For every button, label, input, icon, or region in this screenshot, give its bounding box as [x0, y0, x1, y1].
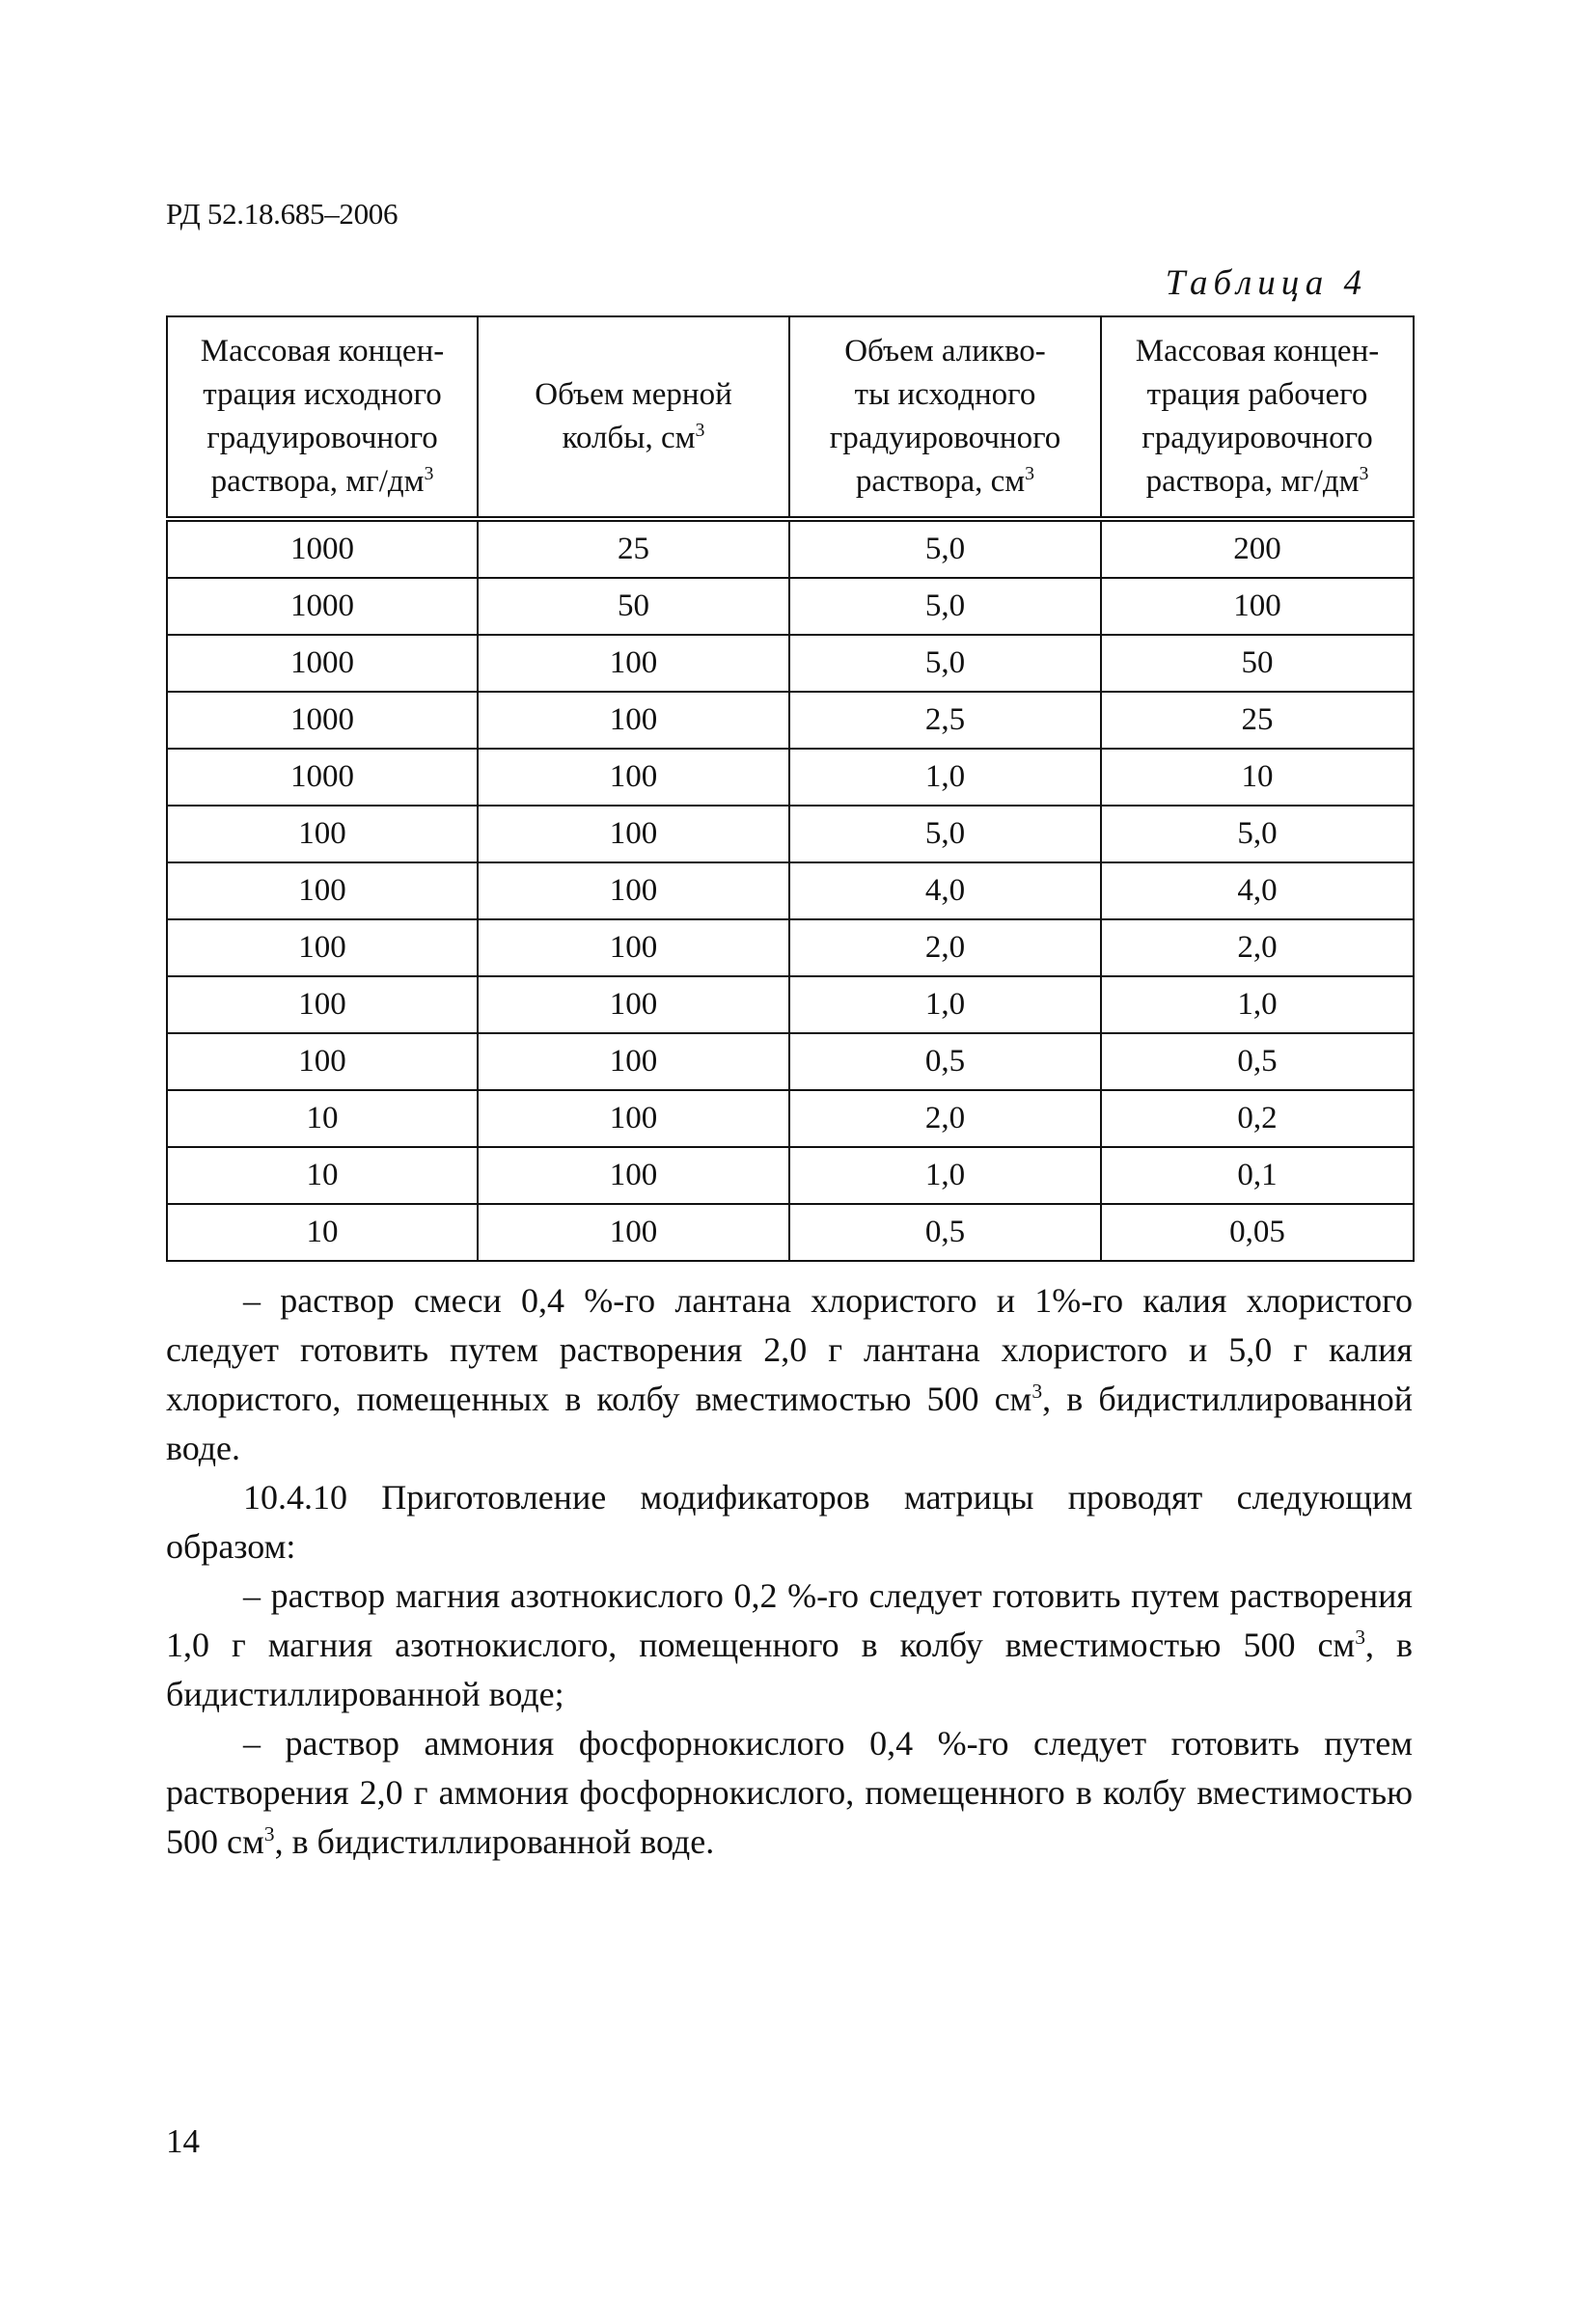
table-cell: 0,1	[1101, 1147, 1414, 1204]
document-code: РД 52.18.685–2006	[166, 197, 399, 231]
table-caption: Таблица 4	[1165, 263, 1367, 303]
table-row	[167, 806, 1414, 862]
table-cell: 0,2	[1101, 1090, 1414, 1147]
table-cell: 200	[1101, 519, 1414, 578]
column-header-line: раствора, мг/дм	[1145, 464, 1360, 499]
table-cell: 1,0	[789, 749, 1101, 806]
table-cell: 10	[1101, 749, 1414, 806]
table-cell: 25	[1101, 692, 1414, 749]
body-text	[166, 1276, 1413, 1867]
column-header-line: ты исходного	[854, 377, 1036, 412]
table-row	[167, 635, 1414, 692]
table-body	[167, 519, 1414, 1261]
table-row	[167, 1147, 1414, 1204]
table-cell: 2,0	[789, 919, 1101, 976]
paragraph-lanthanum-solution	[166, 1276, 1413, 1473]
table-header-row	[167, 316, 1414, 519]
column-header-1	[167, 316, 478, 519]
column-header-line: Объем мерной	[535, 377, 732, 412]
table-cell: 100	[478, 919, 789, 976]
table-cell: 0,5	[789, 1033, 1101, 1090]
column-header-4	[1101, 316, 1414, 519]
table-cell: 50	[1101, 635, 1414, 692]
paragraph-modifiers-heading: 10.4.10 Приготовление модификаторов матрицы проводят следующим образом:	[166, 1478, 1413, 1566]
table-cell: 5,0	[789, 578, 1101, 635]
table-cell: 10	[167, 1147, 478, 1204]
table-cell: 100	[478, 692, 789, 749]
table-cell: 100	[478, 1147, 789, 1204]
table-cell: 1000	[167, 692, 478, 749]
table-cell: 100	[478, 806, 789, 862]
table-cell: 100	[478, 976, 789, 1033]
column-header-line: Массовая концен-	[200, 334, 445, 369]
table-cell: 100	[167, 862, 478, 919]
paragraph-magnesium-solution	[166, 1572, 1413, 1719]
table-cell: 25	[478, 519, 789, 578]
table-cell: 10	[167, 1090, 478, 1147]
table-row	[167, 976, 1414, 1033]
table-cell: 1,0	[789, 976, 1101, 1033]
table-row	[167, 692, 1414, 749]
table-cell: 1000	[167, 519, 478, 578]
paragraph-text: – раствор смеси 0,4 %-го лантана хлористого и 1%-го калия хлористого следует готовить путем растворения 2,0 г лантана хлористого и 5,0 г калия хлористого, помещенных в колбу вместимостью 500 см	[166, 1281, 1413, 1418]
table-row	[167, 862, 1414, 919]
table-cell: 0,5	[1101, 1033, 1414, 1090]
paragraph-text: – раствор магния азотнокислого 0,2 %-го следует готовить путем растворения 1,0 г магния азотнокислого, помещенного в колбу вместимостью 500 см	[166, 1576, 1413, 1664]
table-row	[167, 1204, 1414, 1261]
table-cell: 5,0	[1101, 806, 1414, 862]
table-cell: 2,5	[789, 692, 1101, 749]
column-header-2	[478, 316, 789, 519]
paragraph-text: , в бидистиллированной воде;	[166, 1626, 1413, 1713]
unit-superscript: 3	[424, 463, 434, 484]
page-number: 14	[166, 2122, 200, 2160]
table-cell: 1000	[167, 635, 478, 692]
column-header-3	[789, 316, 1101, 519]
column-header-line: градуировочного	[829, 421, 1061, 455]
table-header	[167, 316, 1414, 519]
column-header-line: колбы, см	[562, 421, 696, 455]
table-cell: 100	[478, 862, 789, 919]
table-cell: 5,0	[789, 635, 1101, 692]
table-cell: 100	[1101, 578, 1414, 635]
unit-superscript: 3	[695, 420, 705, 441]
table-row	[167, 519, 1414, 578]
table-cell: 4,0	[789, 862, 1101, 919]
column-header-line: градуировочного	[206, 421, 438, 455]
column-header-line: Массовая концен-	[1135, 334, 1380, 369]
table-cell: 100	[167, 919, 478, 976]
superscript: 3	[263, 1822, 275, 1846]
column-header-line: раствора, см	[855, 464, 1026, 499]
column-header-line: раствора, мг/дм	[210, 464, 425, 499]
table-row	[167, 749, 1414, 806]
table-cell: 100	[167, 1033, 478, 1090]
table-row	[167, 1090, 1414, 1147]
table-row	[167, 578, 1414, 635]
table-row	[167, 919, 1414, 976]
table-cell: 50	[478, 578, 789, 635]
table-container	[166, 315, 1413, 1262]
paragraph-ammonium-solution	[166, 1719, 1413, 1867]
table-cell: 100	[478, 1090, 789, 1147]
table-cell: 100	[167, 806, 478, 862]
calibration-table	[166, 315, 1415, 1262]
unit-superscript: 3	[1359, 463, 1369, 484]
column-header-line: трация рабочего	[1146, 377, 1368, 412]
table-cell: 1000	[167, 749, 478, 806]
table-cell: 1,0	[789, 1147, 1101, 1204]
table-cell: 2,0	[789, 1090, 1101, 1147]
table-cell: 100	[478, 1204, 789, 1261]
table-cell: 100	[167, 976, 478, 1033]
table-cell: 100	[478, 749, 789, 806]
table-cell: 0,5	[789, 1204, 1101, 1261]
table-cell: 5,0	[789, 519, 1101, 578]
superscript: 3	[1355, 1626, 1365, 1649]
column-header-line: Объем аликво-	[844, 334, 1046, 369]
table-cell: 0,05	[1101, 1204, 1414, 1261]
table-cell: 4,0	[1101, 862, 1414, 919]
superscript: 3	[1031, 1380, 1043, 1403]
table-cell: 1,0	[1101, 976, 1414, 1033]
column-header-line: градуировочного	[1141, 421, 1373, 455]
table-cell: 100	[478, 1033, 789, 1090]
table-cell: 10	[167, 1204, 478, 1261]
paragraph-text: , в бидистиллированной воде.	[166, 1380, 1413, 1467]
table-cell: 5,0	[789, 806, 1101, 862]
paragraph-text: , в бидистиллированной воде.	[274, 1822, 715, 1861]
table-row	[167, 1033, 1414, 1090]
table-cell: 2,0	[1101, 919, 1414, 976]
column-header-line: трация исходного	[203, 377, 442, 412]
unit-superscript: 3	[1025, 463, 1035, 484]
paragraph-text: – раствор аммония фосфорнокислого 0,4 %-го следует готовить путем растворения 2,0 г аммония фосфорнокислого, помещенного в колбу вместимостью 500 см	[166, 1724, 1413, 1861]
table-cell: 100	[478, 635, 789, 692]
table-cell: 1000	[167, 578, 478, 635]
